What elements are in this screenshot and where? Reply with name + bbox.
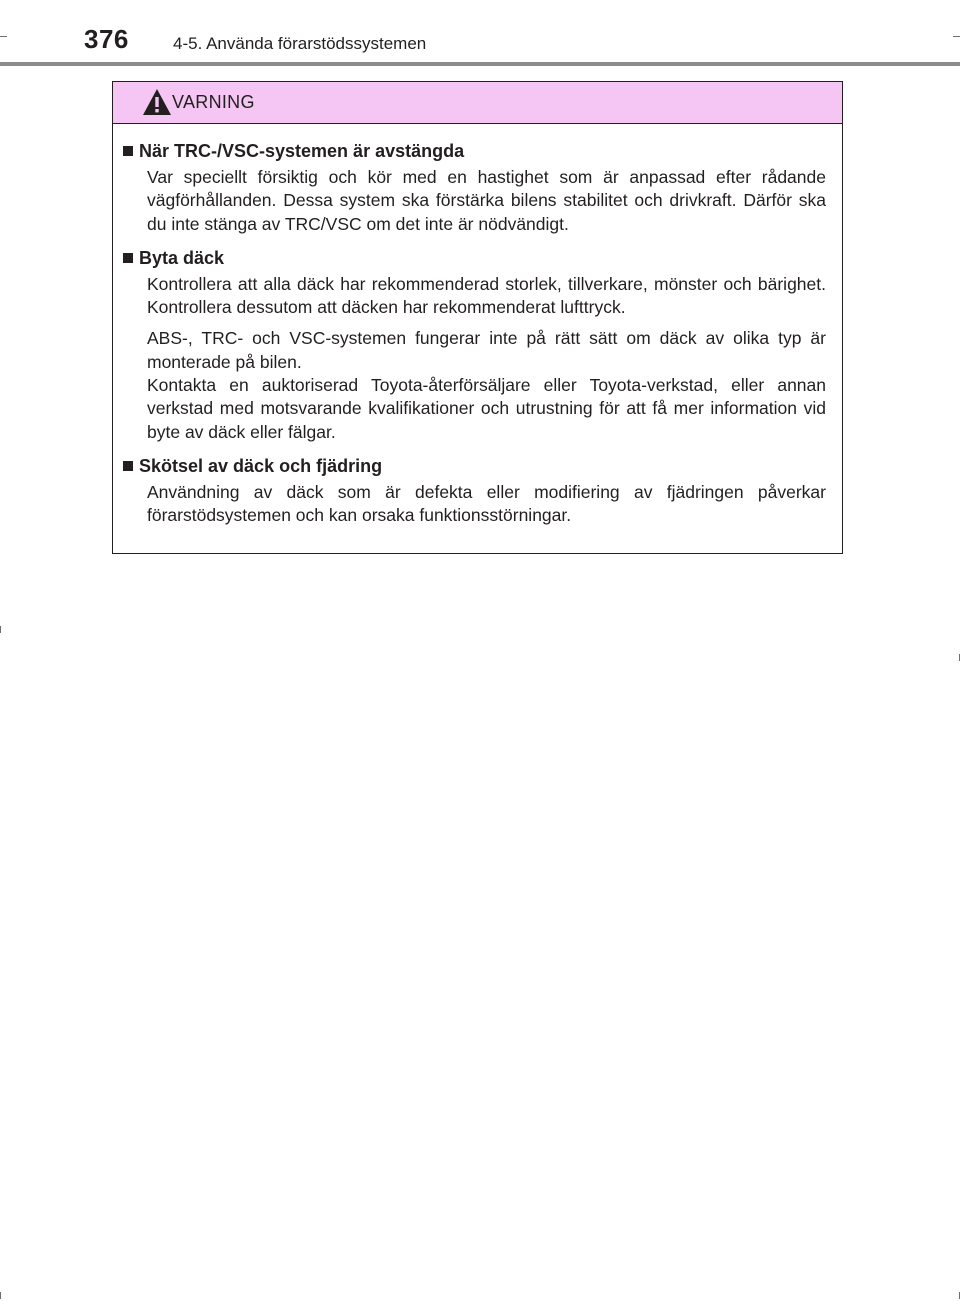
warning-item-heading — [123, 247, 826, 269]
warning-item-heading — [123, 140, 826, 162]
page-number: 376 — [84, 24, 129, 54]
warning-item-text: Användning av däck som är defekta eller modifiering av fjädringen påverkar förarstödsystemen och kan orsaka funktionsstörningar. — [147, 481, 826, 526]
warning-triangle-icon — [142, 88, 172, 116]
square-bullet-icon — [123, 253, 133, 263]
crop-mark — [0, 36, 7, 37]
crop-mark — [0, 1292, 1, 1299]
warning-item-text: ABS-, TRC- och VSC-systemen fungerar inte på rätt sätt om däck av olika typ är monterade på bilen. — [147, 328, 826, 372]
crop-mark — [0, 626, 1, 633]
square-bullet-icon — [123, 461, 133, 471]
section-title: 4-5. Använda förarstödssystemen — [173, 34, 427, 53]
warning-box — [112, 81, 843, 554]
warning-label: VARNING — [172, 92, 255, 112]
warning-item — [123, 455, 826, 528]
warning-item-title: När TRC-/VSC-systemen är avstängda — [139, 141, 465, 161]
warning-item-heading — [123, 455, 826, 477]
warning-item-text: Kontrollera att alla däck har rekommenderad storlek, tillverkare, mönster och bärighet. Kontrollera dessutom att däcken har rekommenderat lufttryck. — [147, 273, 826, 318]
header-rule — [0, 62, 960, 66]
warning-header — [113, 82, 842, 124]
warning-body — [113, 124, 842, 528]
crop-mark — [953, 36, 960, 37]
warning-item — [123, 247, 826, 444]
warning-item-text: Var speciellt försiktig och kör med en hastighet som är anpassad efter rådande vägförhållanden. Dessa system ska förstärka bilens stabilitet och drivkraft. Därför ska du inte stänga av TRC/VSC om det inte är nödvändigt. — [147, 167, 826, 234]
warning-item-title: Skötsel av däck och fjädring — [139, 455, 383, 476]
warning-item-title: Byta däck — [139, 247, 225, 268]
warning-item-text: Kontakta en auktoriserad Toyota-återförsäljare eller Toyota-verkstad, eller annan verkstad med motsvarande kvalifikationer och utrustning för att få mer information vid byte av däck eller fälgar. — [147, 375, 826, 442]
square-bullet-icon — [123, 146, 133, 156]
warning-item — [123, 140, 826, 236]
